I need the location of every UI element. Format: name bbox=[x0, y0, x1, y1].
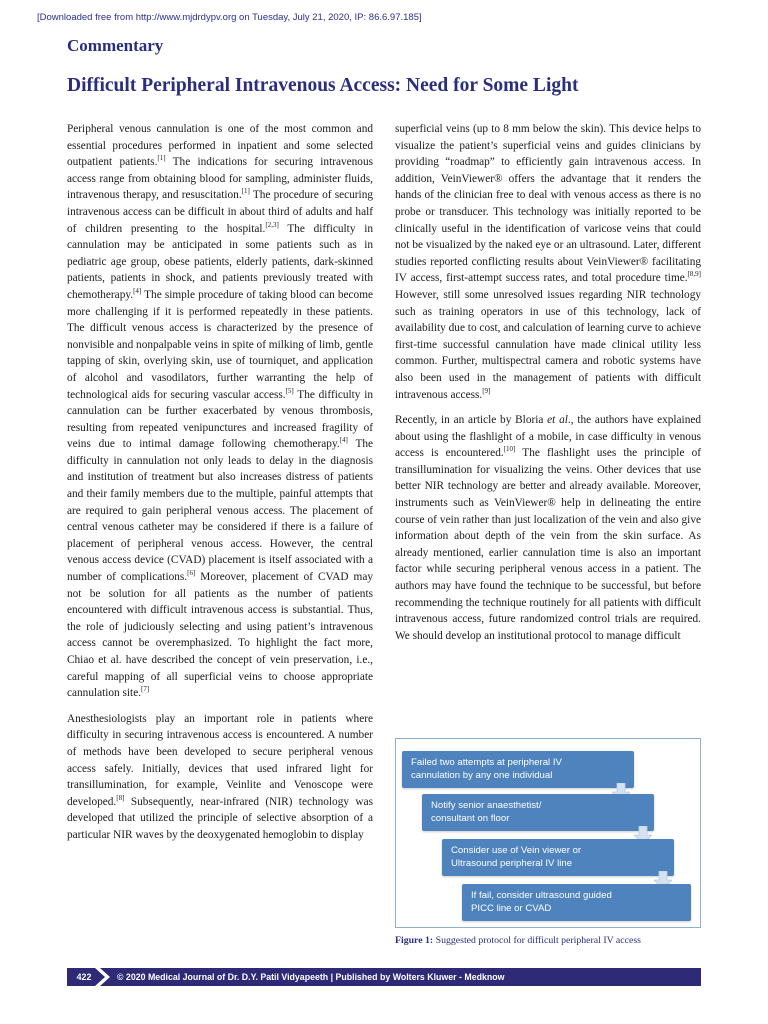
flow-step-3 bbox=[442, 839, 674, 876]
paragraph: Recently, in an article by Bloria et al., the authors have explained about using the flashlight of a mobile, in case difficulty in venous access is encountered.[10] The flashlight uses the principle of transillumination for visualizing the veins. Other devices that use better NIR technology are better and already available. Moreover, instruments such as VeinViewer® help in delineating the entire course of vein rather than just localization of the vein and also give information about depth of the vein from the skin surface. As already mentioned, earlier cannulation time is also an important factor while securing peripheral venous access in a patient. The authors may have found the technique to be successful, but before recommending the technique routinely for all patients with difficult intravenous access, future randomized control trials are required. We should develop an institutional protocol to manage difficult bbox=[395, 414, 702, 642]
figure-caption-label: Figure 1: bbox=[395, 935, 434, 946]
figure-caption bbox=[395, 935, 641, 946]
flow-step-4 bbox=[462, 884, 691, 921]
chevron-right-icon bbox=[93, 968, 113, 986]
flow-step-text: cannulation by any one individual bbox=[411, 770, 553, 781]
paragraph: Peripheral venous cannulation is one of the most common and essential procedures performed in inpatient and some selected outpatient patients.[1] The indications for securing intravenous access range from obtaining blood for sampling, administer fluids, intravenous therapy, and resuscitation.[1] The procedure of securing intravenous access can be difficult in about third of adults and half of children presenting to the hospital.[2,3] The difficulty in cannulation may be anticipated in some patients such as in pediatric age group, obese patients, elderly patients, dark-skinned patients, patients in shock, and patients previously treated with chemotherapy.[4] The simple procedure of taking blood can become more challenging if it is performed repeatedly in these patients. The difficult venous access is characterized by the presence of nonvisible and nonpalpable veins in spite of milking of limb, gentle tapping of skin, overlying skin, use of tourniquet, and application of alcohol and vasodilators, further warranting the help of technological aids for securing vascular access.[5] The difficulty in cannulation can be further exacerbated by venous thrombosis, resulting from repeated venipunctures and increased fragility of veins due to intimal damage following chemotherapy.[4] The difficulty in cannulation not only leads to delay in the diagnosis and institution of treatment but also increases distress of patients and their family members due to the multiple, painful attempts that are required to gain peripheral venous access. The placement of central venous catheter may be considered if there is a failure of placement of peripheral venous access. However, the central venous access device (CVAD) placement is itself associated with a number of complications.[6] Moreover, placement of CVAD may not be solution for all patients as the number of patients encountered with difficult intravenous access is substantial. Thus, the role of judiciously selecting and using patient’s intravenous access cannot be overemphasized. To highlight the fact more, Chiao et al. have described the concept of vein preservation, i.e., careful mapping of all superficial veins to choose appropriate cannulation site.[7] bbox=[67, 123, 374, 700]
flow-step-text: Consider use of Vein viewer or bbox=[451, 845, 582, 856]
flow-step-2 bbox=[422, 794, 654, 831]
flow-step-text: Failed two attempts at peripheral IV bbox=[411, 757, 562, 768]
footer-copyright: © 2020 Medical Journal of Dr. D.Y. Patil Vidyapeeth | Published by Wolters Kluwer - Medknow bbox=[117, 972, 505, 982]
paragraph: Anesthesiologists play an important role in patients where difficulty in securing intravenous access is encountered. A number of methods have been developed to secure peripheral venous access safely. Initially, devices that used infrared light for transillumination, for example, Veinlite and Venoscope were developed.[8] Subsequently, near-infrared (NIR) technology was developed that utilized the principle of selective absorption of a particular NIR waves by the deoxygenated hemoglobin to display bbox=[67, 712, 373, 841]
footer-bar bbox=[67, 968, 701, 986]
paragraph: superficial veins (up to 8 mm below the skin). This device helps to visualize the patient’s superficial veins and guides clinicians by providing “roadmap” to efficiently gain intravenous access. In addition, VeinViewer® offers the advantage that it renders the hands of the clinician free to deal with venous access as there is no probe or transducer. This technology was initially reported to be clinically useful in the identification of varicose veins that could not be visualized by the naked eye or an ultrasound. Later, different studies reported conflicting results about VeinViewer® facilitating IV access, first-attempt success rates, and total procedure time.[8,9] However, still some unresolved issues regarding NIR technology such as training operators in use of this technology, lack of availability due to cost, and calculation of learning curve to achieve first-time successful cannulation have made clinical utility less common. Further, multispectral camera and robotic systems have also been used in the management of patients with difficult intravenous access.[9] bbox=[395, 123, 701, 401]
flow-step-text: Ultrasound peripheral IV line bbox=[451, 858, 573, 869]
flow-step-text: Notify senior anaesthetist/ bbox=[431, 800, 542, 811]
flow-step-text: PICC line or CVAD bbox=[471, 903, 552, 914]
flow-step-text: consultant on floor bbox=[431, 813, 510, 824]
download-note: [Downloaded free from http://www.mjdrdypv.org on Tuesday, July 21, 2020, IP: 86.6.97.185] bbox=[37, 12, 422, 23]
section-label: Commentary bbox=[67, 36, 164, 55]
figure-flowchart bbox=[395, 738, 701, 928]
flow-step-1 bbox=[402, 751, 634, 788]
left-column bbox=[67, 121, 373, 853]
figure-caption-text: Suggested protocol for difficult peripheral IV access bbox=[433, 935, 641, 946]
right-column bbox=[395, 121, 701, 653]
article-title: Difficult Peripheral Intravenous Access: Need for Some Light bbox=[67, 75, 579, 96]
page-number: 422 bbox=[76, 972, 92, 982]
flow-step-text: If fail, consider ultrasound guided bbox=[471, 890, 612, 901]
